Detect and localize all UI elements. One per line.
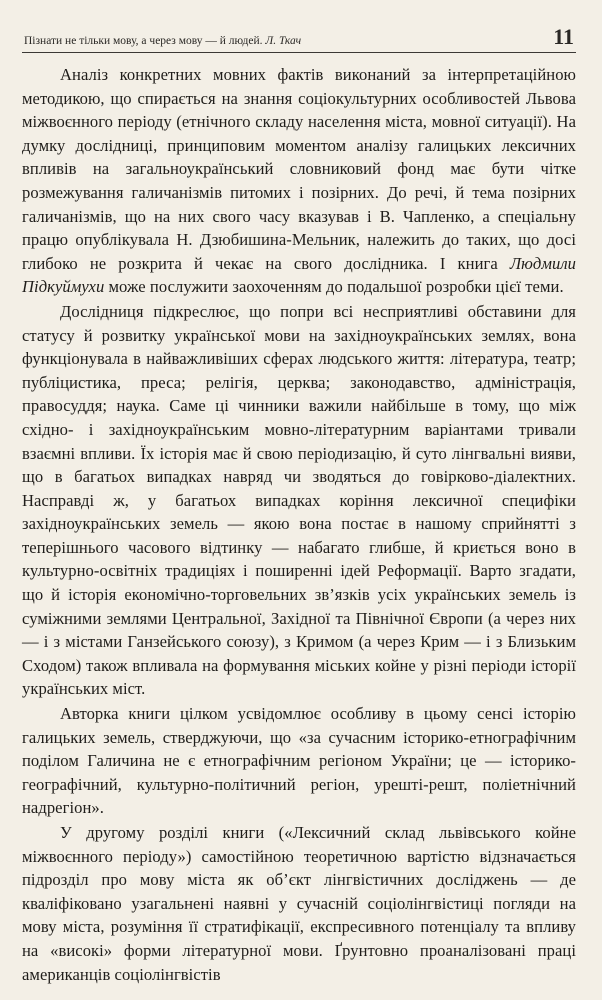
paragraph-3: Авторка книги цілком усвідомлює особливу в цьому сенсі історію галицьких земель, стверджуючи, що «за сучасним історико-етнографічним подiлом Галичина не є етнографічним регіоном України; це — історико-географічний, культурно-політичний регіон, урешті-решт, поліетнічний надрегіон». <box>22 704 576 818</box>
body-text <box>22 63 576 986</box>
header-rule <box>22 52 576 53</box>
running-header <box>22 26 576 52</box>
running-title-author: Л. Ткач <box>265 35 302 47</box>
running-title-text: Пізнати не тільки мову, а через мову — й людей. <box>24 35 263 47</box>
running-title <box>24 35 301 47</box>
paragraph-4: У другому розділі книги («Лексичний склад львівського койне міжвоєнного періоду») самостійною теоретичною вартістю відзначається підрозділ про мову міста як об’єкт лінгвістичних досліджень — де кваліфіковано узагальнені наявні у сучасній соціолінгвістиці погляди на мову міста, розуміння її стратифікації, експресивного потенціалу та впливу на «високі» форми літературної мови. Ґрунтовно проаналізовані праці американців соціолінгвістів <box>22 823 576 984</box>
paragraph-1-author-name: Людмили Підкуймухи <box>22 253 576 297</box>
page-number: 11 <box>553 24 574 49</box>
paragraph-2: Дослідниця підкреслює, що попри всі несприятливі обставини для статусу й розвитку української мови на західноукраїнських землях, вона функціонувала в найважливіших сферах людського життя: література, театр; публіцистика, преса; релігія, церква; законодавство, адміністрація, правосуддя; наука. Саме ці чинники важили найбільше в тому, що між східно- і західноукраїнським мовно-літературним варіантами тривали взаємні впливи. Їх історія має й свою періодизацію, й суто лінгвальні вияви, що в багатьох випадках навряд чи зводяться до говірково-діалектних. Насправді ж, у багатьох випадках коріння лексичної специфіки західноукраїнських земель — якою вона постає в нашому сприйнятті з теперішнього часового відтинку — набагато глибше, й криється воно в культурно-освітніх традиціях і поширенні ідей Реформації. Варто згадати, що й історія економічно-торговельних зв’язків усіх українських земель із суміжними землями Центральної, Західної та Північної Європи (а через них — і з містами Ганзейського союзу), з Кримом (а через Крим — і з Близьким Сходом) також впливала на формування міських койне у різні періоди історії українських міст. <box>22 301 576 699</box>
paragraph-1-text-end: може послужити заохоченням до подальшої розробки цієї теми. <box>104 277 564 297</box>
paragraph-1 <box>22 63 576 299</box>
paragraph-1-text: Аналіз конкретних мовних фактів виконаний за інтерпретаційною методикою, що спирається на знання соціокультурних особливостей Львова міжвоєнного періоду (етнічного складу населення міста, мовної ситуації). На думку дослідниці, принциповим моментом аналізу галицьких лексичних впливів на загальноукраїнський словниковий фонд має бути чітке розмежування галичанізмів питомих і позірних. До речі, й тема позірних галичанізмів, що на них свого часу вказував і В. Чапленко, а спеціальну працю опублікувала Н. Дзюбишина-Мельник, належить до таких, що досі глибоко не розкрита й чекає на свого дослідника. І книга <box>22 65 576 273</box>
